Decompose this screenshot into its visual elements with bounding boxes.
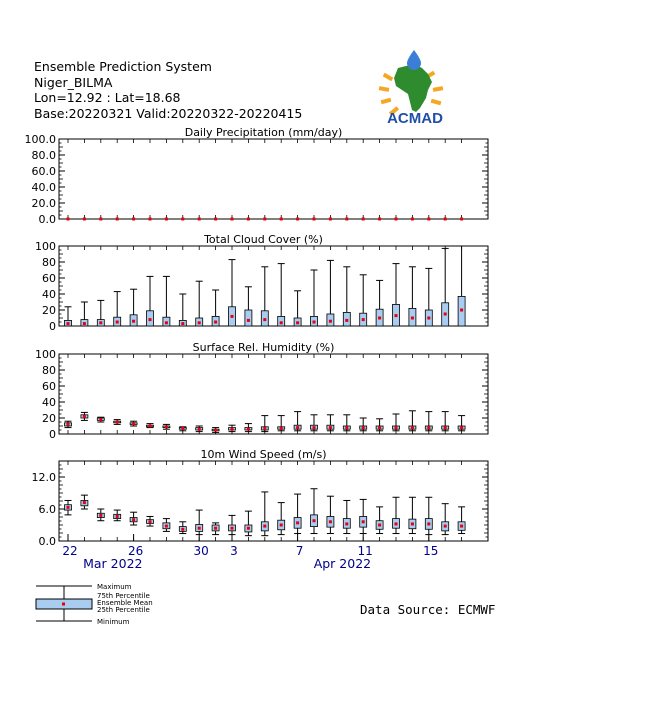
percentile-box	[278, 316, 285, 326]
x-axis	[62, 534, 438, 571]
mean-marker	[99, 514, 102, 517]
panel-cloud	[35, 233, 488, 333]
mean-marker	[181, 218, 184, 221]
y-tick-label: 80	[42, 364, 56, 377]
y-tick-label: 20.0	[31, 197, 56, 210]
legend	[34, 583, 214, 628]
mean-marker	[132, 218, 135, 221]
mean-marker	[165, 218, 168, 221]
mean-marker	[395, 218, 398, 221]
mean-marker	[313, 426, 316, 429]
mean-marker	[427, 317, 430, 320]
legend-mean-label: Ensemble Mean	[97, 599, 153, 607]
mean-marker	[67, 218, 70, 221]
y-tick-label: 100.0	[24, 133, 56, 146]
mean-marker	[444, 525, 447, 528]
data-source: Data Source: ECMWF	[360, 602, 496, 617]
mean-marker	[345, 319, 348, 322]
mean-marker	[296, 321, 299, 324]
mean-marker	[165, 425, 168, 428]
mean-marker	[181, 528, 184, 531]
mean-marker	[362, 218, 365, 221]
panel-title: Daily Precipitation (mm/day)	[184, 126, 343, 139]
mean-marker	[345, 218, 348, 221]
legend-mean-marker	[62, 603, 65, 606]
y-tick-label: 60	[42, 272, 56, 285]
mean-marker	[427, 426, 430, 429]
mean-marker	[132, 518, 135, 521]
mean-marker	[132, 422, 135, 425]
legend-max-label: Maximum	[97, 583, 132, 591]
x-tick-label: 15	[423, 544, 439, 558]
mean-marker	[460, 218, 463, 221]
legend-p25-label: 25th Percentile	[97, 606, 150, 614]
mean-marker	[198, 218, 201, 221]
panel-precip	[25, 126, 489, 226]
mean-marker	[231, 428, 234, 431]
mean-marker	[214, 218, 217, 221]
station-name: Niger_BILMA	[34, 74, 113, 90]
y-tick-label: 0	[49, 320, 56, 333]
y-tick-label: 40	[42, 288, 56, 301]
mean-marker	[198, 527, 201, 530]
panel-title: Total Cloud Cover (%)	[204, 233, 323, 246]
y-tick-label: 60	[42, 380, 56, 393]
mean-marker	[231, 527, 234, 530]
mean-marker	[395, 314, 398, 317]
panel-frame	[59, 461, 488, 541]
mean-marker	[411, 426, 414, 429]
y-tick-label: 0.0	[38, 535, 56, 548]
mean-marker	[427, 218, 430, 221]
mean-marker	[247, 527, 250, 530]
mean-marker	[444, 426, 447, 429]
mean-marker	[329, 520, 332, 523]
mean-marker	[214, 429, 217, 432]
mean-marker	[460, 525, 463, 528]
mean-marker	[313, 519, 316, 522]
x-tick-label: 30	[193, 544, 209, 558]
mean-marker	[395, 522, 398, 525]
mean-marker	[427, 522, 430, 525]
mean-marker	[345, 522, 348, 525]
y-tick-label: 0.0	[38, 213, 56, 226]
mean-marker	[99, 218, 102, 221]
mean-marker	[329, 426, 332, 429]
mean-marker	[444, 313, 447, 316]
panel-title: 10m Wind Speed (m/s)	[200, 448, 327, 461]
mean-marker	[280, 427, 283, 430]
mean-marker	[263, 218, 266, 221]
mean-marker	[116, 321, 119, 324]
title-line: Ensemble Prediction System	[34, 59, 212, 74]
mean-marker	[247, 319, 250, 322]
y-tick-label: 20	[42, 304, 56, 317]
mean-marker	[231, 315, 234, 318]
mean-marker	[247, 428, 250, 431]
station-coordinates: Lon=12.92 : Lat=18.68	[34, 90, 181, 105]
mean-marker	[247, 218, 250, 221]
y-tick-label: 80	[42, 256, 56, 269]
mean-marker	[395, 426, 398, 429]
mean-marker	[280, 218, 283, 221]
mean-marker	[411, 218, 414, 221]
y-tick-label: 0	[49, 428, 56, 441]
mean-marker	[99, 321, 102, 324]
y-tick-label: 40	[42, 396, 56, 409]
mean-marker	[149, 218, 152, 221]
mean-marker	[378, 218, 381, 221]
mean-marker	[263, 318, 266, 321]
y-tick-label: 40.0	[31, 181, 56, 194]
mean-marker	[165, 321, 168, 324]
mean-marker	[263, 427, 266, 430]
mean-marker	[67, 423, 70, 426]
mean-marker	[296, 218, 299, 221]
mean-marker	[313, 218, 316, 221]
legend-p75-label: 75th Percentile	[97, 592, 150, 600]
mean-marker	[116, 421, 119, 424]
mean-marker	[132, 320, 135, 323]
mean-marker	[149, 520, 152, 523]
mean-marker	[411, 522, 414, 525]
mean-marker	[83, 218, 86, 221]
panel-frame	[59, 354, 488, 434]
x-tick-label: 26	[127, 544, 144, 558]
legend-min-label: Minimum	[97, 618, 130, 626]
mean-marker	[280, 524, 283, 527]
mean-marker	[329, 218, 332, 221]
mean-marker	[67, 322, 70, 325]
y-tick-label: 12.0	[31, 471, 56, 484]
mean-marker	[444, 218, 447, 221]
x-tick-label: 3	[230, 544, 238, 558]
mean-marker	[83, 322, 86, 325]
mean-marker	[280, 321, 283, 324]
mean-marker	[83, 501, 86, 504]
x-tick-label: 7	[295, 544, 304, 558]
mean-marker	[149, 318, 152, 321]
panel-rh	[35, 341, 488, 441]
month-label: Mar 2022	[83, 556, 143, 571]
y-tick-label: 6.0	[38, 503, 56, 516]
mean-marker	[378, 317, 381, 320]
base-valid-dates: Base:20220321 Valid:20220322-20220415	[34, 105, 303, 121]
mean-marker	[231, 218, 234, 221]
mean-marker	[181, 427, 184, 430]
mean-marker	[345, 426, 348, 429]
mean-marker	[263, 525, 266, 528]
mean-marker	[411, 317, 414, 320]
mean-marker	[116, 515, 119, 518]
mean-marker	[165, 525, 168, 528]
mean-marker	[378, 524, 381, 527]
mean-marker	[296, 521, 299, 524]
y-tick-label: 80.0	[31, 149, 56, 162]
logo-text: ACMAD	[387, 110, 443, 127]
mean-marker	[460, 309, 463, 312]
y-tick-label: 100	[35, 240, 56, 253]
mean-marker	[362, 426, 365, 429]
y-tick-label: 60.0	[31, 165, 56, 178]
mean-marker	[362, 520, 365, 523]
mean-marker	[378, 426, 381, 429]
mean-marker	[198, 321, 201, 324]
mean-marker	[99, 418, 102, 421]
mean-marker	[198, 428, 201, 431]
mean-marker	[181, 322, 184, 325]
mean-marker	[296, 426, 299, 429]
month-label: Apr 2022	[313, 556, 372, 571]
mean-marker	[83, 415, 86, 418]
mean-marker	[214, 527, 217, 530]
mean-marker	[149, 425, 152, 428]
mean-marker	[67, 506, 70, 509]
panel-title: Surface Rel. Humidity (%)	[192, 341, 335, 354]
mean-marker	[460, 426, 463, 429]
x-tick-label: 22	[62, 544, 78, 558]
panel-frame	[59, 139, 488, 219]
x-tick-label: 11	[357, 544, 373, 558]
panel-wind	[32, 448, 489, 548]
y-tick-label: 20	[42, 412, 56, 425]
mean-marker	[313, 321, 316, 324]
mean-marker	[362, 318, 365, 321]
panel-frame	[59, 246, 488, 326]
mean-marker	[116, 218, 119, 221]
percentile-box	[245, 310, 252, 326]
mean-marker	[214, 321, 217, 324]
mean-marker	[329, 320, 332, 323]
y-tick-label: 100	[35, 348, 56, 361]
